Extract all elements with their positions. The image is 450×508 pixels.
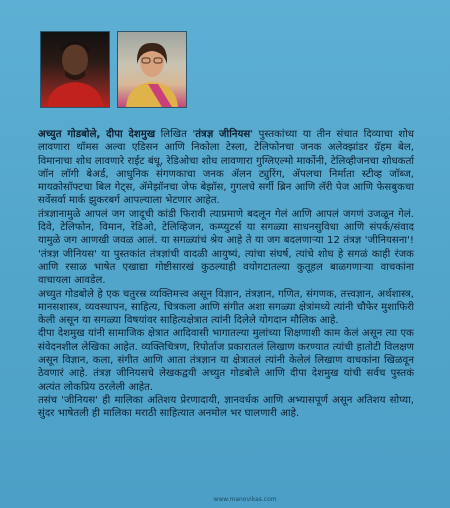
paragraph-deepa-deshmukh: दीपा देशमुख यांनी सामाजिक क्षेत्रात आदिवासी भागातल्या मुलांच्या शिक्षणाशी काम केलं असून त्या एक संवेदनशील लेखिका आहेत. व्यक्तिचित्रण, रिपोर्ताज प्रकारातलं लिखाण करण्यात त्यांची हातोटी विलक्षण असून विज्ञान, कला, संगीत आणि आता तंत्रज्ञान या क्षेत्रातलं त्यांनी केलेलं लिखाण वाचकांना खिळवून ठेवणारं आहे. तंत्रज्ञ जीनियसचे लेखकद्वयी अच्युत गोडबोले आणि दीपा देशमुख यांची सर्वच पुस्तकं अत्यंत लोकप्रिय ठरलेली आहेत.: [38, 328, 414, 393]
intro-body: ' पुस्तकांच्या या तीन संचात दिव्याचा शोध लावणारा थॉमस अल्वा एडिसन आणि निकोला टेस्ला, टेलिफोनचा जनक अलेक्झांडर ग्रॅहम बेल, विमानाचा शोध लावणारे राईट बंधू, रेडिओचा शोध लावणारा गुग्लिएल्मो मार्कोनी, टेलिव्हीजनचा शोधकर्ता जॉन लॉगी बेअर्ड, आधुनिक संगणकाचा जनक ॲलन ट्युरिंग, ॲपलचा निर्माता स्टीव्ह जॉब्ज, मायक्रोसॉफ्टचा बिल गेट्स, ॲमेझॉनचा जेफ बेझॉस, गुगलचे सर्गी ब्रिन आणि लॅरी पेज आणि फेसबुकचा सर्वेसर्वा मार्क झुकरबर्ग आपल्याला भेटणार आहेत.: [38, 129, 414, 207]
back-cover-text: [38, 128, 414, 421]
author-photo-woman-image: [118, 32, 186, 107]
author-photo-deepa-deshmukh: [117, 31, 187, 108]
paragraph-achyut-godbole: अच्युत गोडबोले हे एक चतुरस्र व्यक्तिमत्त्व असून विज्ञान, तंत्रज्ञान, गणित, संगणक, तत्त्वज्ञान, अर्थशास्त्र, मानसशास्त्र, व्यवस्थापन, साहित्य, चित्रकला आणि संगीत अशा सगळ्या क्षेत्रांमध्ये त्यांनी चौफेर मुशाफिरी केली असून या सगळ्या विषयांवर साहित्यक्षेत्रात त्यांनी दिलेले योगदान मौलिक आहे.: [38, 288, 414, 327]
author-names: अच्युत गोडबोले, दीपा देशमुख: [38, 129, 156, 140]
author-photo-achyut-godbole: [40, 31, 110, 108]
footer-url: www.manovikas.com: [213, 496, 277, 503]
author-photo-man-image: [41, 32, 109, 107]
intro-paragraph: [38, 128, 414, 208]
paragraph-series: तसंच 'जीनियस' ही मालिका अतिशय प्रेरणादायी, ज्ञानवर्धक आणि अभ्यासपूर्ण असून अतिशय सोप्या, सुंदर भाषेतली ही मालिका मराठी साहित्यात अनमोल भर घालणारी आहे.: [38, 394, 414, 420]
paragraph-technology: तंत्रज्ञानामुळे आपलं जग जादूची कांडी फिरावी त्याप्रमाणे बदलून गेलं आणि आपलं जगणं उजळून गेलं. दिवे, टेलिफोन, विमान, रेडिओ, टेलिव्हिजन, कम्प्युटर्स या सगळ्या साधनसुविधा आणि संपर्क/संवाद यामुळे जग आणखी जवळ आलं. या सगळ्यांचं श्रेय आहे ते या जग बदलणाऱ्या 12 तंत्रज्ञ 'जीनियसना'! 'तंत्रज्ञ जीनियस' या पुस्तकांत तंत्रज्ञांची वादळी आयुष्यं, त्यांचा संघर्ष, त्यांचे शोध हे सगळं काही रंजक आणि रसाळ भाषेत एखाद्या गोष्टीसारखं कुठल्याही वयोगटातल्या कुतूहल बाळगणाऱ्या वाचकांना वाचायला आवडेल.: [38, 208, 414, 287]
intro-pre-title: लिखित ': [155, 129, 196, 140]
book-title: तंत्रज्ञ जीनियस: [195, 129, 251, 140]
